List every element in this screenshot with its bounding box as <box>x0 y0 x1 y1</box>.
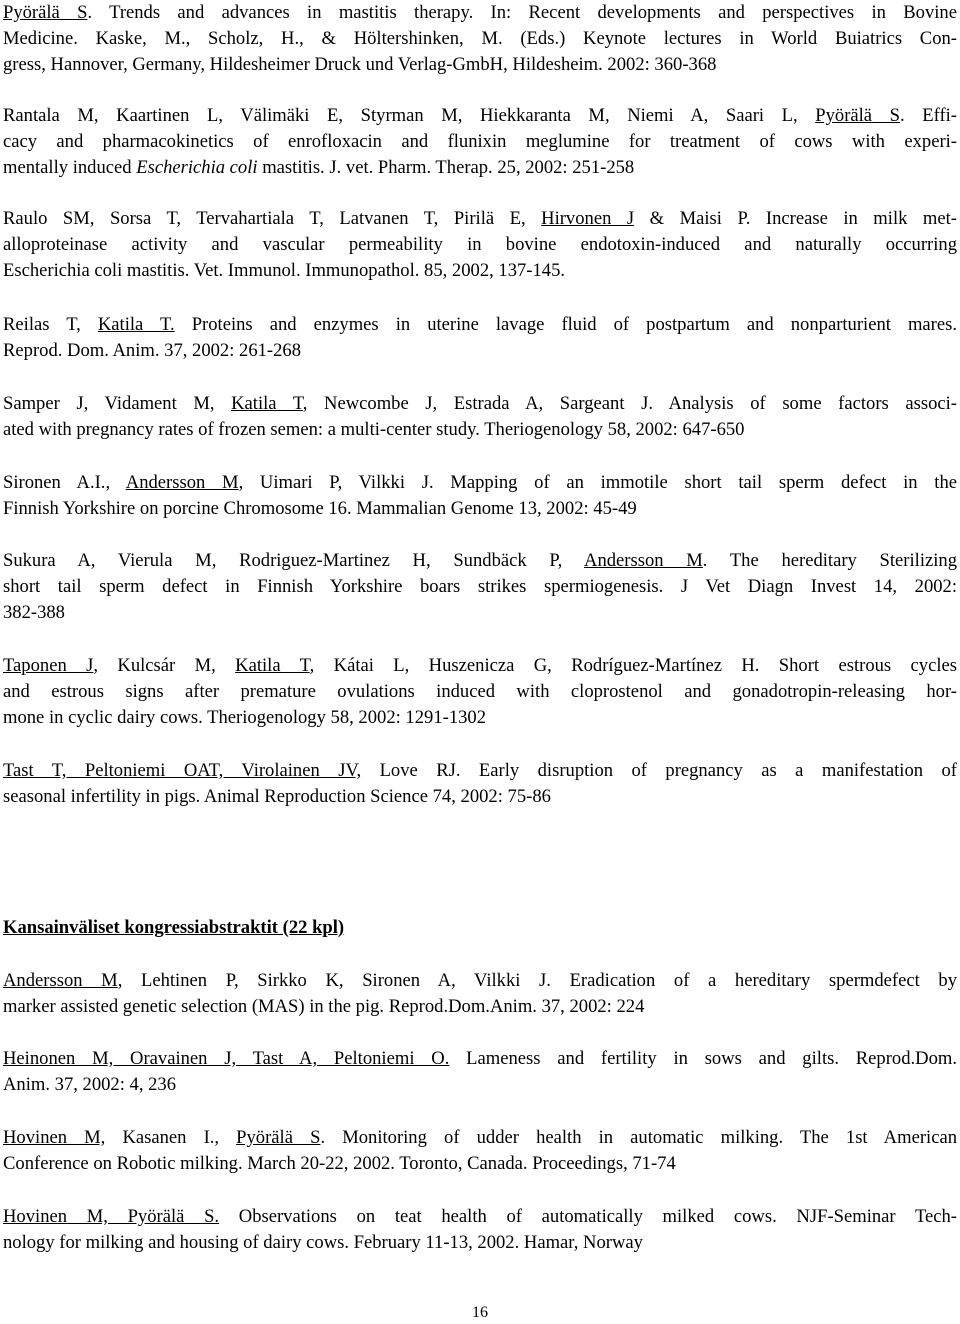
underlined-author: Pyörälä S <box>236 1127 321 1148</box>
text-run: Observations on teat health of automatically milked cows. NJF-Seminar Tech- <box>219 1206 957 1227</box>
text-run: mone in cyclic dairy cows. Theriogenology 58, 2002: 1291-1302 <box>3 707 487 728</box>
underlined-author: Hovinen M, <box>3 1127 106 1148</box>
text-run: Reilas T, <box>3 314 98 335</box>
text-line <box>3 968 957 994</box>
underlined-author: Andersson M <box>3 970 118 991</box>
underlined-author: Katila T. <box>97 314 175 335</box>
reference-entry <box>3 548 957 626</box>
text-run: short tail sperm defect in Finnish Yorkshire boars strikes spermiogenesis. J Vet Diagn Invest 14, 2002: <box>3 576 957 597</box>
text-run: , Kulcsár M, <box>93 655 236 676</box>
text-line <box>3 1046 957 1072</box>
text-run: . The hereditary Sterilizing <box>702 550 957 571</box>
underlined-author: Pyörälä S <box>3 2 88 23</box>
section-heading: Kansainväliset kongressiabstraktit (22 kpl) <box>3 917 345 938</box>
reference-entry <box>3 103 957 181</box>
text-run: Proteins and enzymes in uterine lavage fluid of postpartum and nonparturient mares. <box>174 314 957 335</box>
underlined-author: Heinonen M, Oravainen J, Tast A, Peltoniemi O. <box>3 1048 450 1069</box>
text-line <box>3 653 957 679</box>
underlined-author: Taponen J <box>3 655 94 676</box>
text-run: Raulo SM, Sorsa T, Tervahartiala T, Latvanen T, Pirilä E, <box>3 208 542 229</box>
underlined-author: Andersson M <box>125 472 239 493</box>
text-run: Anim. 37, 2002: 4, 236 <box>3 1074 177 1095</box>
text-line <box>3 1204 957 1230</box>
reference-entry <box>3 758 957 810</box>
text-run: . Monitoring of udder health in automatic milking. The 1st American <box>320 1127 957 1148</box>
text-run: , Kátai L, Huszenicza G, Rodríguez-Martínez H. Short estrous cycles <box>309 655 957 676</box>
underlined-author: Tast T, Peltoniemi OAT, Virolainen JV, <box>3 760 362 781</box>
underlined-author: Katila T <box>231 393 303 414</box>
text-line <box>3 600 957 626</box>
reference-entry <box>3 653 957 731</box>
text-run: Medicine. Kaske, M., Scholz, H., & Höltershinken, M. (Eds.) Keynote lectures in World Buiatrics Con- <box>3 28 957 49</box>
text-run: , Uimari P, Vilkki J. Mapping of an immotile short tail sperm defect in the <box>238 472 957 493</box>
text-run: , Newcombe J, Estrada A, Sargeant J. Analysis of some factors associ- <box>302 393 957 414</box>
text-line <box>3 758 957 784</box>
text-line <box>3 1072 957 1098</box>
text-line <box>3 206 957 232</box>
text-line <box>3 784 957 810</box>
text-line <box>3 1151 957 1177</box>
underlined-author: Pyörälä S <box>815 105 900 126</box>
text-line <box>3 1125 957 1151</box>
italic-text: Escherichia coli <box>136 157 258 178</box>
text-run: and estrous signs after premature ovulations induced with cloprostenol and gonadotropin-releasing hor- <box>3 681 957 702</box>
text-run: ated with pregnancy rates of frozen semen: a multi-center study. Theriogenology 58, 2002: 647-650 <box>3 419 745 440</box>
text-line <box>3 574 957 600</box>
text-line <box>3 470 957 496</box>
text-run: seasonal infertility in pigs. Animal Reproduction Science 74, 2002: 75-86 <box>3 786 551 807</box>
text-run: gress, Hannover, Germany, Hildesheimer Druck und Verlag-GmbH, Hildesheim. 2002: 360-368 <box>3 54 717 75</box>
text-line <box>3 52 957 78</box>
page-number: 16 <box>472 1304 488 1321</box>
text-run: Sironen A.I., <box>3 472 126 493</box>
text-run: Lameness and fertility in sows and gilts. Reprod.Dom. <box>449 1048 957 1069</box>
text-run: & Maisi P. Increase in milk met- <box>634 208 957 229</box>
text-line <box>3 391 957 417</box>
text-run: . Effi- <box>900 105 957 126</box>
text-run: Conference on Robotic milking. March 20-22, 2002. Toronto, Canada. Proceedings, 71-74 <box>3 1153 676 1174</box>
text-line <box>3 1230 957 1256</box>
text-line <box>3 496 957 522</box>
abstract-entry <box>3 968 957 1020</box>
text-run: mentally induced <box>3 157 137 178</box>
text-run: Finnish Yorkshire on porcine Chromosome 16. Mammalian Genome 13, 2002: 45-49 <box>3 498 637 519</box>
reference-entry <box>3 206 957 284</box>
underlined-author: Andersson M <box>584 550 703 571</box>
text-line <box>3 338 957 364</box>
text-run: mastitis. J. vet. Pharm. Therap. 25, 2002: 251-258 <box>257 157 635 178</box>
text-line <box>3 417 957 443</box>
abstract-entry <box>3 1046 957 1098</box>
text-run: Reprod. Dom. Anim. 37, 2002: 261-268 <box>3 340 302 361</box>
text-line <box>3 26 957 52</box>
text-run: nology for milking and housing of dairy cows. February 11-13, 2002. Hamar, Norway <box>3 1232 643 1253</box>
text-line <box>3 994 957 1020</box>
text-line <box>3 155 957 181</box>
reference-entry <box>3 312 957 364</box>
text-run: Sukura A, Vierula M, Rodriguez-Martinez H, Sundbäck P, <box>3 550 585 571</box>
underlined-author: Hirvonen J <box>541 208 635 229</box>
text-line <box>3 679 957 705</box>
text-run: . Trends and advances in mastitis therapy. In: Recent developments and perspectives in Bovine <box>87 2 957 23</box>
text-line <box>3 705 957 731</box>
text-line <box>3 129 957 155</box>
text-line <box>3 312 957 338</box>
text-line <box>3 0 957 26</box>
abstract-entry <box>3 1125 957 1177</box>
text-run: Escherichia coli mastitis. Vet. Immunol. Immunopathol. 85, 2002, 137-145. <box>3 260 566 281</box>
text-run: marker assisted genetic selection (MAS) in the pig. Reprod.Dom.Anim. 37, 2002: 224 <box>3 996 645 1017</box>
underlined-author: Katila T <box>235 655 310 676</box>
reference-entry <box>3 0 957 78</box>
reference-entry <box>3 470 957 522</box>
underlined-author: Hovinen M, Pyörälä S. <box>3 1206 220 1227</box>
text-line <box>3 232 957 258</box>
text-line <box>3 258 957 284</box>
text-run: Samper J, Vidament M, <box>3 393 232 414</box>
text-run: Rantala M, Kaartinen L, Välimäki E, Styrman M, Hiekkaranta M, Niemi A, Saari L, <box>3 105 816 126</box>
text-run: alloproteinase activity and vascular permeability in bovine endotoxin-induced and naturally occurring <box>3 234 957 255</box>
reference-entry <box>3 391 957 443</box>
text-run: cacy and pharmacokinetics of enrofloxacin and flunixin meglumine for treatment of cows with experi- <box>3 131 957 152</box>
text-run: Kasanen I., <box>105 1127 237 1148</box>
text-line <box>3 103 957 129</box>
text-run: 382-388 <box>3 602 65 623</box>
abstract-entry <box>3 1204 957 1256</box>
text-line <box>3 548 957 574</box>
text-run: Love RJ. Early disruption of pregnancy as a manifestation of <box>361 760 957 781</box>
text-run: , Lehtinen P, Sirkko K, Sironen A, Vilkki J. Eradication of a hereditary spermdefect by <box>117 970 957 991</box>
